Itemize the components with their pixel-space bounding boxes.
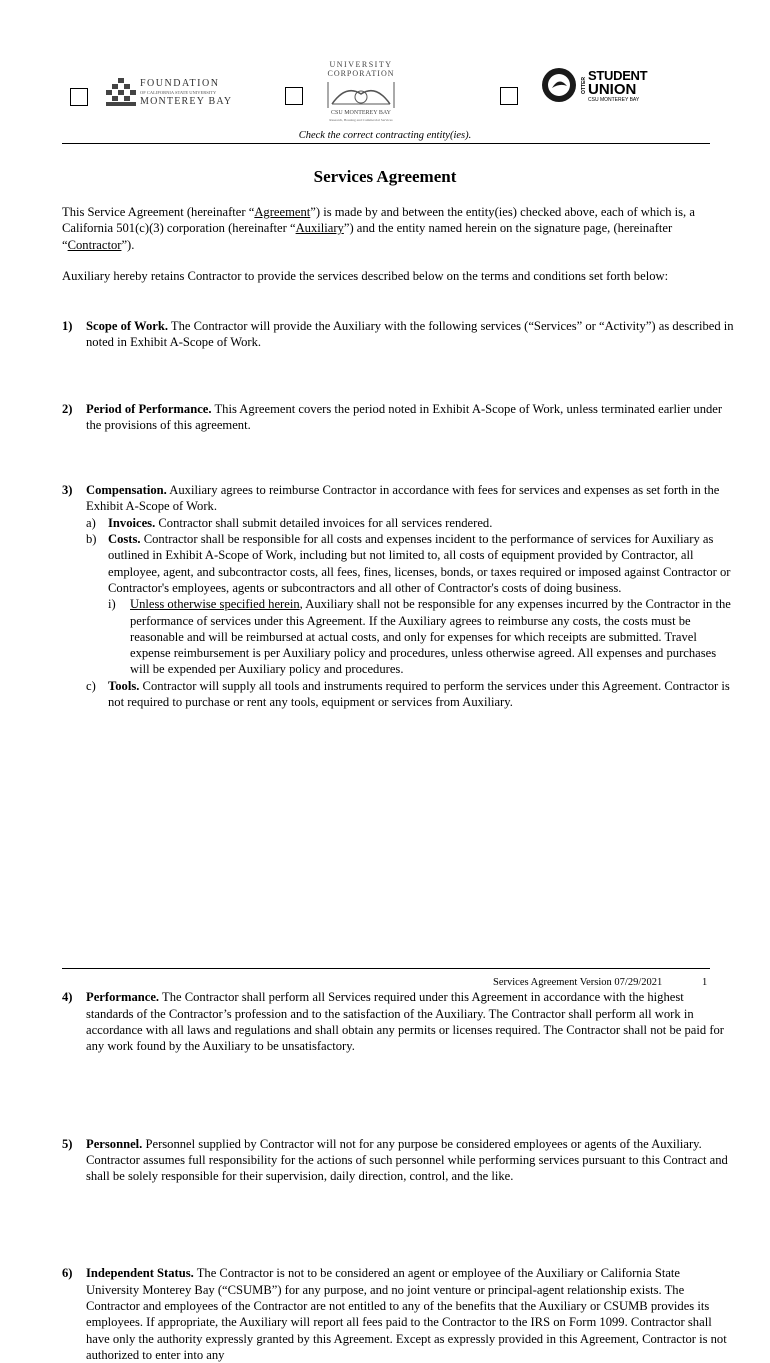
student-union-checkbox[interactable] <box>500 87 518 105</box>
corporation-logo-line4: Research, Housing and Commercial Services <box>329 118 393 122</box>
section-heading: Performance. <box>86 990 160 1005</box>
section-period-of-performance: 2) Period of Performance. This Agreement covers the period noted in Exhibit A-Scope of Work, unless terminated earlier under the provisions of this agreement. <box>62 401 723 432</box>
corporation-logo-line2: CORPORATION <box>327 69 395 78</box>
section-heading: Compensation. <box>86 483 167 498</box>
section-compensation: 3) Compensation. Auxiliary agrees to reimburse Contractor in accordance with fees for services and expenses as set forth in the Exhibit A-Scope of Work. a) Invoices. Contractor shall submit detailed invoices for all services rendered. b) Costs. Contractor shall be responsible for all costs and expenses incident to the performance of services for Auxiliary as outlined in Exhibit A-Scope of Work, including but not limited to, all costs of equipment provided by Contractor, all employee, agent, and subcontractor costs, all fees, fines, licenses, bonds, or taxes required or imposed against Contractor or Contractor's employees, agents or subcontractors and all other of Contractor's costs of doing business. i) Unless otherwise specified herein, Auxiliary shall not be responsible for any expenses incurred by the Contractor in the performance of services under this Agreement. If the Auxiliary agrees to reimburse any costs, the costs must be reasonable and will be reimbursed at actual costs, and only for expenses for which receipts are submitted. Travel expense reimbursement is per Auxiliary policy and procedures, unless otherwise agreed. All expenses and purchases will be expended per Auxiliary policy and procedures. c) Tools. Contractor will supply all tools and instruments required to perform the services under this Agreement. Contractor is not required to purchase or rent any tools, equipment or services from Auxiliary. <box>62 482 734 710</box>
auxiliary-term: Auxiliary <box>295 221 344 236</box>
section-scope-of-work: 1) Scope of Work. The Contractor will provide the Auxiliary with the following services (“Services” or “Activity”) as described in noted in Exhibit A-Scope of Work. <box>62 319 734 350</box>
student-union-logo <box>540 66 650 106</box>
section-heading: Scope of Work. <box>86 319 168 333</box>
section-heading: Period of Performance. <box>86 401 212 416</box>
section-heading: Personnel. <box>86 1136 143 1151</box>
student-union-otter-text: OTTER <box>581 77 587 94</box>
university-corporation-logo <box>316 60 406 124</box>
otter-emblem-icon <box>540 66 578 104</box>
subsection-costs: b) Costs. Contractor shall be responsible for all costs and expenses incident to the performance of services for Auxiliary as outlined in Exhibit A-Scope of Work, including but not limited to, all costs of equipment provided by Contractor, all employee, agent, and subcontractor costs, all fees, fines, licenses, bonds, or taxes required or imposed against Contractor or Contractor's employees, agents or subcontractors and all other of Contractor's costs of doing business. i) Unless otherwise specified herein, Auxiliary shall not be responsible for any expenses incurred by the Contractor in the performance of services under this Agreement. If the Auxiliary agrees to reimburse any costs, the costs must be reasonable and will be reimbursed at actual costs, and only for expenses for which receipts are submitted. Travel expense reimbursement is per Auxiliary policy and procedures, unless otherwise agreed. All expenses and purchases will be expended per Auxiliary policy and procedures. <box>86 531 734 678</box>
subsection-invoices: a) Invoices. Contractor shall submit detailed invoices for all services rendered. <box>86 515 493 530</box>
footer-version: Services Agreement Version 07/29/2021 <box>493 977 663 988</box>
corporation-logo-line3: CSU MONTEREY BAY <box>331 110 391 116</box>
foundation-logo-line1: FOUNDATION <box>140 78 220 89</box>
student-union-line2: UNION <box>588 81 637 98</box>
page-title: Services Agreement <box>313 167 457 186</box>
section-heading: Independent Status. <box>86 1266 194 1281</box>
contracting-entity-caption: Check the correct contracting entity(ies). <box>298 130 472 141</box>
header-divider <box>62 143 710 144</box>
foundation-logo-line2: OF CALIFORNIA STATE UNIVERSITY <box>140 90 217 95</box>
intro-paragraph-1: This Service Agreement (hereinafter “Agreement”) is made by and between the entity(ies) checked above, each of which is, a California 501(c)(3) corporation (hereinafter “Auxiliary”) and the entity named herein on the signature page, (hereinafter “Contractor”). <box>62 205 695 252</box>
foundation-logo-line3: MONTEREY BAY <box>140 96 233 107</box>
agreement-term: Agreement <box>254 205 311 219</box>
footer-divider <box>62 968 710 969</box>
bridge-emblem-icon <box>326 80 396 110</box>
foundation-emblem-icon <box>106 78 136 108</box>
section-personnel: 5) Personnel. Personnel supplied by Contractor will not for any purpose be considered employees or agents of the Auxiliary. Contractor assumes full responsibility for the actions of such personnel while performing services pursuant to this Contract and shall be solely responsible for their supervision, daily direction, control, and the like. <box>62 1136 728 1184</box>
student-union-line1: STUDENT <box>588 68 648 83</box>
intro-paragraph-2: Auxiliary hereby retains Contractor to provide the services described below on the terms and conditions set forth below: <box>62 269 669 283</box>
section-performance: 4) Performance. The Contractor shall perform all Services required under this Agreement in accordance with the highest standards of the Contractor’s profession and to the satisfaction of the Auxiliary. The Contractor shall perform all work in accordance with all laws and regulations and shall obtain any permits or licenses required. The Contractor shall not be paid for any work found by the Auxiliary to be unsatisfactory. <box>62 990 725 1054</box>
corporation-logo-line1: UNIVERSITY <box>329 60 393 69</box>
foundation-checkbox[interactable] <box>70 88 88 106</box>
subsection-expenses: i) Unless otherwise specified herein, Auxiliary shall not be responsible for any expenses incurred by the Contractor in the performance of services under this Agreement. If the Auxiliary agrees to reimburse any costs, the costs must be reasonable and will be reimbursed at actual costs, and only for expenses for which receipts are submitted. Travel expense reimbursement is per Auxiliary policy and procedures, unless otherwise agreed. All expenses and purchases will be expended per Auxiliary policy and procedures. <box>108 597 731 677</box>
subsection-tools: c) Tools. Contractor will supply all tools and instruments required to perform the services under this Agreement. Contractor is not required to purchase or rent any tools, equipment or services from Auxiliary. <box>86 678 730 710</box>
student-union-line3: CSU MONTEREY BAY <box>588 97 640 103</box>
section-independent-status: 6) Independent Status. The Contractor is not to be considered an agent or employee of the Auxiliary or California State University Monterey Bay (“CSUMB”) for any purpose, and no joint venture or principal-agent relationship exists. The Contractor and employees of the Contractor are not entitled to any of the benefits that the Auxiliary or CSUMB provides its employees. If appropriate, the Auxiliary will report all fees paid to the Contractor to the IRS on Form 1099. Contractor shall have only the authority expressly granted by this Agreement. Except as expressly provided in this Agreement, Contractor is not authorized to enter into any <box>62 1266 727 1362</box>
university-corporation-checkbox[interactable] <box>285 87 303 105</box>
foundation-logo <box>106 76 236 110</box>
contractor-term: Contractor <box>67 237 122 252</box>
footer-page-number: 1 <box>702 977 708 988</box>
